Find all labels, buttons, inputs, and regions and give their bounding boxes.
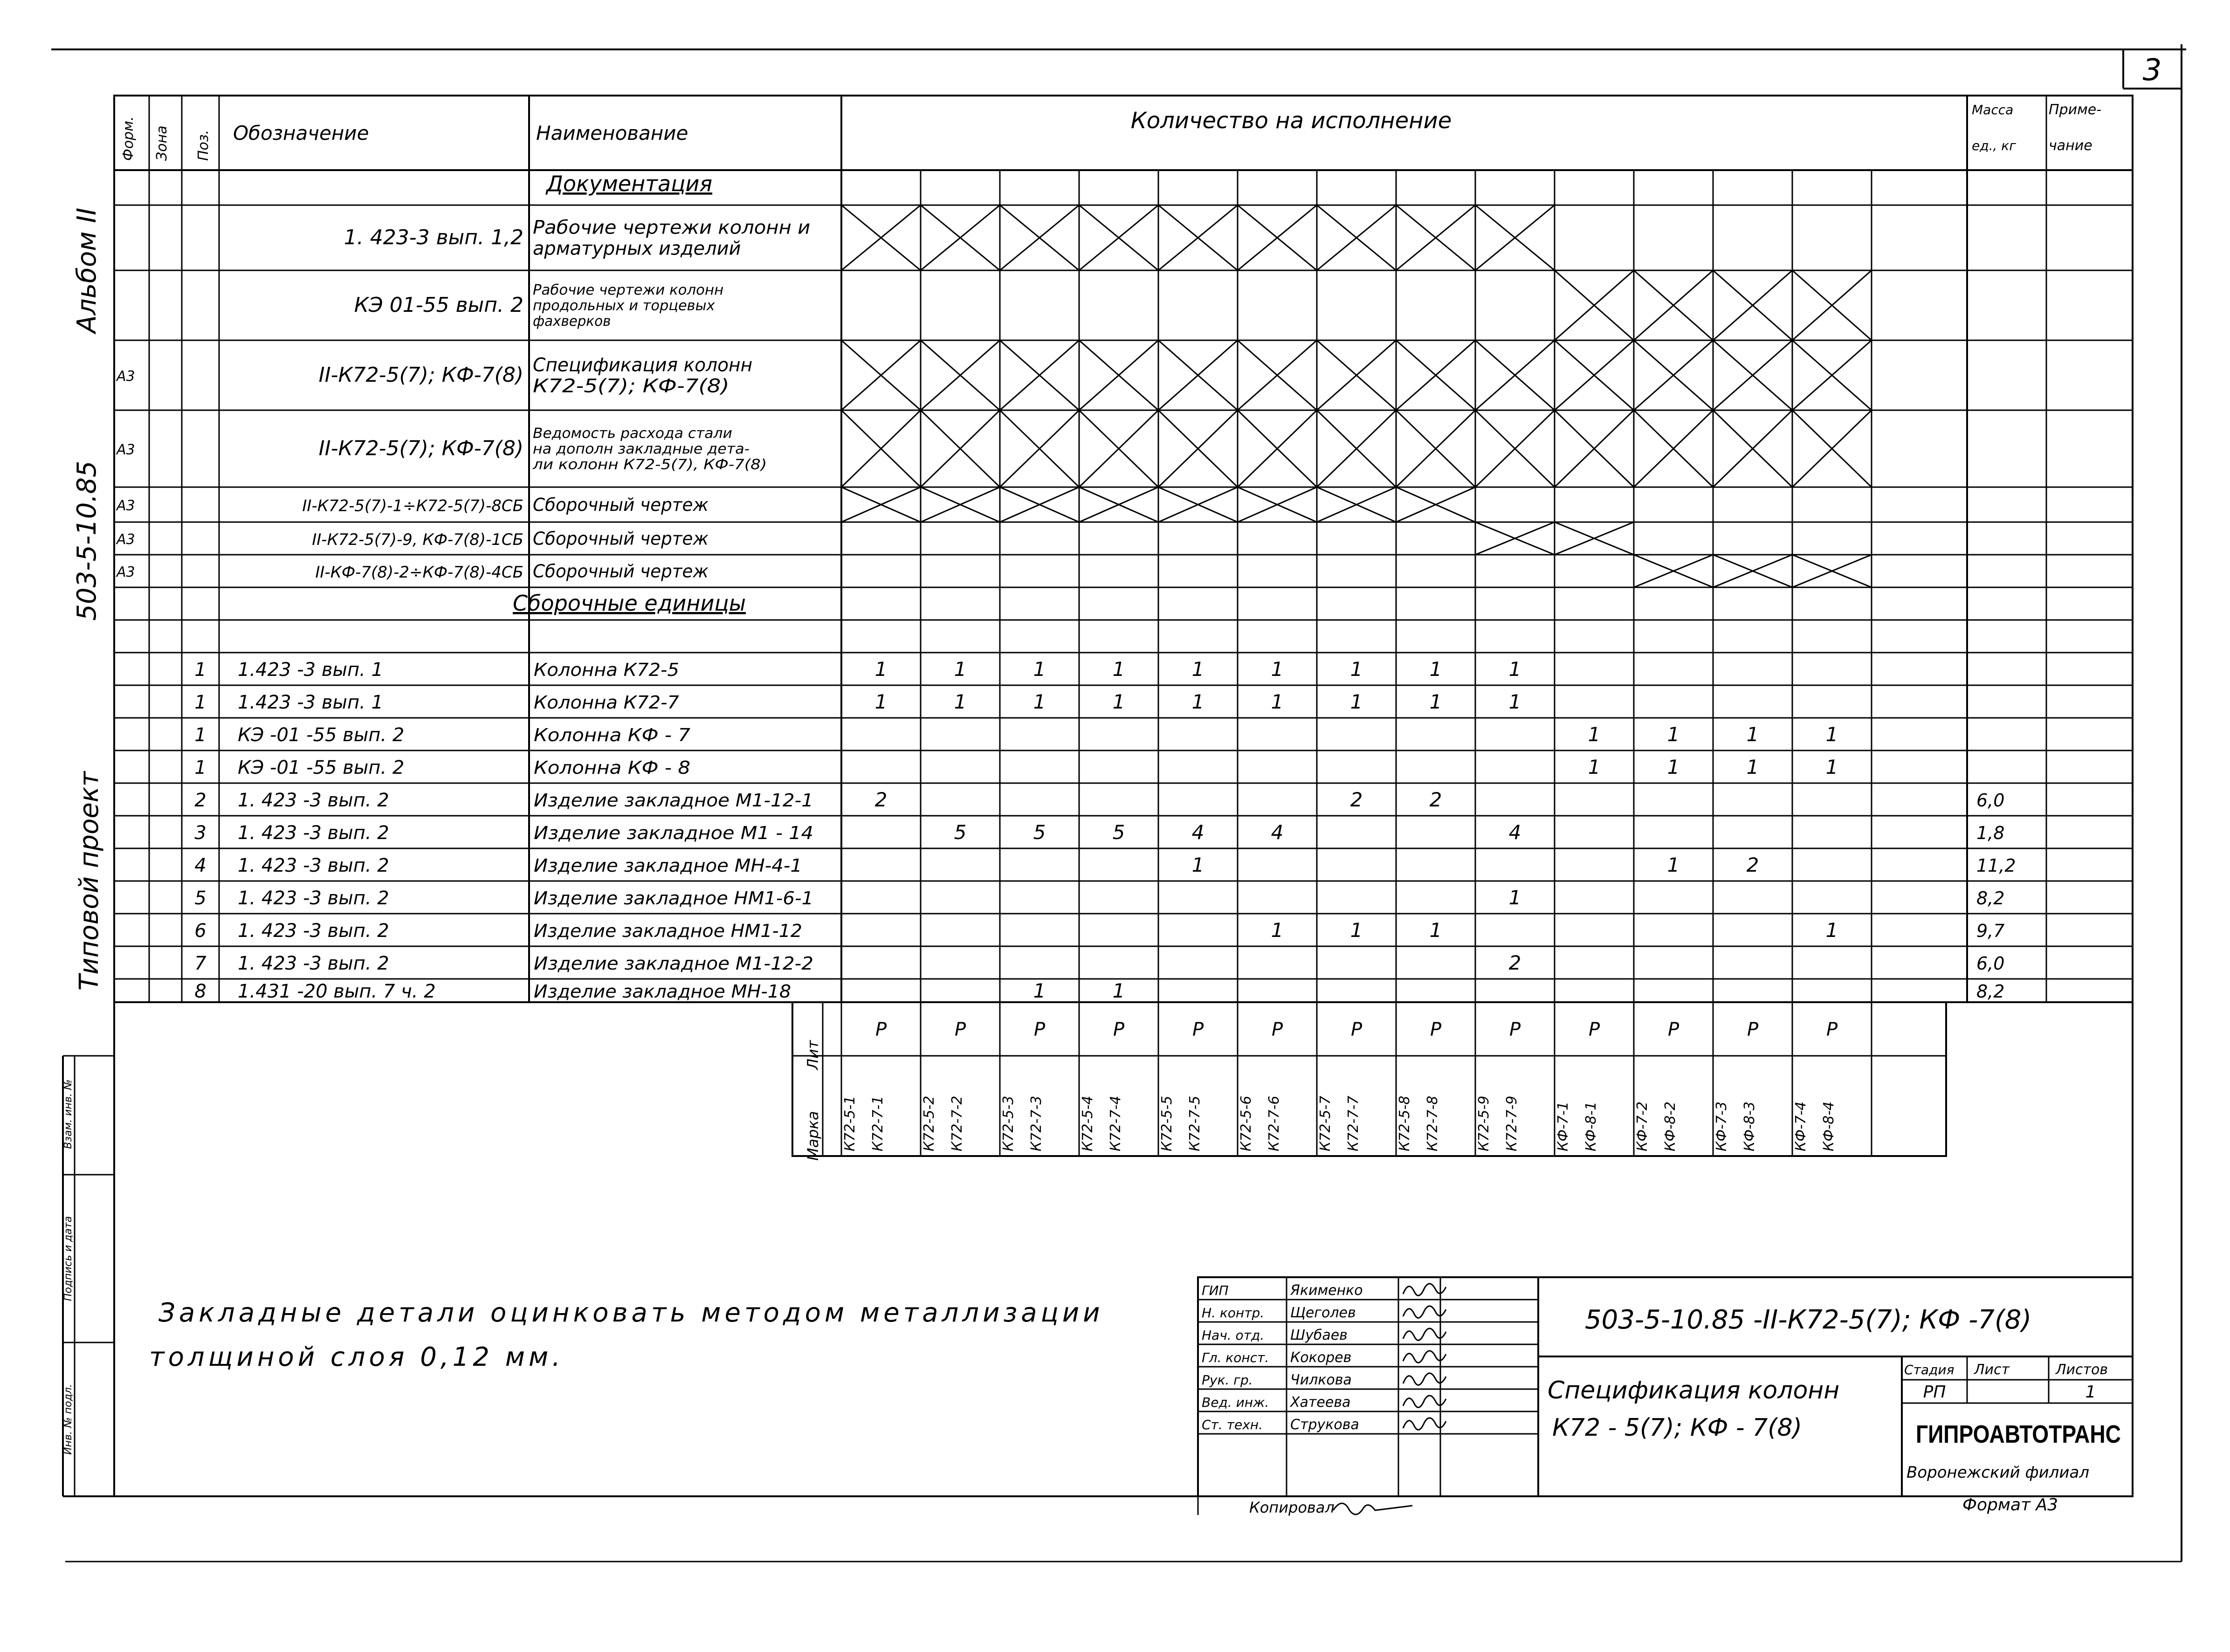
document-rows: [116, 217, 810, 582]
mark-label: К72-7-6: [1266, 1095, 1282, 1151]
stage-label: Стадия: [1904, 1362, 1955, 1377]
row-designation: II-К72-5(7)-1÷К72-5(7)-8СБ: [302, 496, 523, 516]
cross-mark: [1317, 410, 1396, 487]
mark-label: К72-7-4: [1108, 1095, 1124, 1151]
lit-value: Р: [1033, 1019, 1046, 1040]
header-name: Наименование: [536, 122, 688, 145]
document-row: [116, 561, 709, 582]
cross-mark: [1475, 205, 1555, 270]
quantity-cell: 1: [1191, 854, 1204, 876]
row-name: Колонна К72-5: [534, 660, 679, 680]
doc-title-2: К72 - 5(7); КФ - 7(8): [1552, 1414, 1802, 1442]
cross-mark: [1475, 522, 1555, 555]
row-pos: 6: [194, 920, 206, 942]
row-name: Колонна К72-7: [534, 692, 679, 713]
row-mass: 1,8: [1976, 823, 2005, 843]
marka-label: Марка: [804, 1111, 822, 1161]
mark-label: К72-7-2: [949, 1095, 965, 1151]
row-form: А3: [117, 531, 135, 548]
quantity-cell: 1: [874, 658, 888, 681]
cross-mark: [1000, 340, 1079, 410]
sheets-label: Листов: [2056, 1362, 2108, 1378]
sheet-label: Лист: [1974, 1362, 2010, 1378]
row-name: Изделие закладное НМ1-6-1: [534, 888, 813, 909]
sheets-value: 1: [2085, 1383, 2096, 1402]
row-name: фахверков: [533, 313, 611, 330]
cross-mark: [1555, 340, 1634, 410]
cross-mark: [1079, 487, 1158, 522]
tb-signature: [1403, 1396, 1446, 1407]
cross-mark: [1396, 410, 1475, 487]
tb-name: Хатеева: [1290, 1394, 1351, 1411]
unit-row: [194, 723, 1838, 746]
row-name: Рабочие чертежи колонн и: [533, 217, 811, 239]
header-quantity: Количество на исполнение: [1130, 108, 1452, 134]
mark-label: К72-7-5: [1187, 1095, 1203, 1151]
row-name: Изделие закладное МН-4-1: [534, 855, 802, 876]
cross-mark: [1792, 410, 1872, 487]
unit-row: [194, 756, 1838, 778]
quantity-cell: 1: [1508, 690, 1521, 713]
note-line-1: Закладные детали оцинковать методом металлизации: [158, 1298, 1104, 1328]
quantity-cell: 4: [1191, 821, 1204, 844]
quantity-cell: 1: [1588, 756, 1601, 778]
row-name: Сборочный чертеж: [533, 561, 709, 582]
cross-mark: [1792, 270, 1872, 340]
header-note-2: чание: [2049, 138, 2092, 154]
header-designation: Обозначение: [233, 122, 369, 145]
tb-signature: [1403, 1328, 1446, 1340]
quantity-cell: 1: [1825, 756, 1838, 778]
mark-label: К72-7-9: [1504, 1095, 1520, 1151]
cross-mark: [921, 487, 1000, 522]
document-row: [354, 282, 723, 330]
cross-mark: [1634, 340, 1713, 410]
side-labels: [62, 208, 114, 1496]
lit-value: Р: [1113, 1019, 1125, 1040]
cross-mark: [841, 410, 921, 487]
quantity-cell: 1: [954, 690, 967, 713]
header-mass-unit: ед., кг: [1972, 138, 2016, 153]
row-designation: КЭ -01 -55 вып. 2: [238, 724, 405, 746]
quantity-cell: 1: [1667, 723, 1680, 746]
copied-label: Копировал: [1249, 1499, 1335, 1516]
quantity-cell: 1: [1429, 919, 1442, 942]
row-designation: КЭ 01-55 вып. 2: [354, 293, 523, 317]
cross-mark: [1555, 410, 1634, 487]
row-name: ли колонн К72-5(7), КФ-7(8): [532, 456, 767, 473]
cross-mark: [1634, 410, 1713, 487]
mark-label: КФ-7-2: [1634, 1101, 1651, 1151]
document-row: [116, 495, 709, 516]
quantity-cell: 1: [1429, 658, 1442, 681]
row-designation: 1.431 -20 вып. 7 ч. 2: [238, 981, 436, 1002]
quantity-cell: 1: [954, 658, 967, 681]
tb-role: Вед. инж.: [1202, 1395, 1269, 1410]
tb-signature: [1403, 1373, 1446, 1385]
cross-mark: [1475, 340, 1555, 410]
unit-rows: [194, 658, 2016, 1002]
row-designation: II-К72-5(7); КФ-7(8): [318, 436, 523, 461]
stamp-inv-label: Инв. № подл.: [62, 1384, 74, 1455]
project-code-label: 503-5-10.85: [72, 461, 102, 621]
cross-mark: [1079, 410, 1158, 487]
lit-value: Р: [1192, 1019, 1204, 1040]
lit-value: Р: [954, 1019, 966, 1040]
mark-label: КФ-7-1: [1555, 1101, 1571, 1151]
lit-value: Р: [1826, 1019, 1838, 1040]
quantity-cell: 1: [1825, 919, 1838, 942]
cross-mark: [1158, 340, 1238, 410]
cross-mark: [841, 205, 921, 270]
row-designation: II-К72-5(7)-9, КФ-7(8)-1СБ: [312, 530, 523, 549]
copied-signature: [1333, 1503, 1412, 1514]
tb-role: Рук. гр.: [1202, 1372, 1253, 1388]
mark-label: К72-7-7: [1345, 1095, 1362, 1151]
doc-title-1: Спецификация колонн: [1548, 1377, 1840, 1404]
cross-mark: [1634, 270, 1713, 340]
lit-value: Р: [1271, 1019, 1283, 1040]
table-header: [120, 102, 2101, 161]
quantity-cell: 1: [1033, 979, 1046, 1002]
branch-name: Воронежский филиал: [1907, 1463, 2090, 1482]
quantity-cell: 1: [1112, 690, 1125, 713]
quantity-cell: 2: [1429, 788, 1442, 811]
row-name: Колонна КФ - 8: [534, 757, 690, 778]
stamp-sign-label: Подпись и дата: [62, 1216, 74, 1301]
quantity-cell: 1: [1112, 979, 1125, 1002]
mark-label: КФ-8-3: [1741, 1101, 1758, 1151]
quantity-cell: 1: [1271, 658, 1284, 681]
tb-signature: [1403, 1418, 1446, 1430]
cross-mark: [841, 340, 921, 410]
row-pos: 1: [194, 692, 206, 713]
tb-role: Нач. отд.: [1202, 1328, 1265, 1343]
header-note: Приме-: [2049, 102, 2102, 118]
tb-name: Шубаев: [1290, 1327, 1348, 1343]
tb-name: Чилкова: [1290, 1372, 1352, 1388]
row-form: А3: [117, 368, 135, 385]
row-name: Спецификация колонн: [533, 354, 753, 376]
quantity-cell: 1: [1350, 690, 1363, 713]
unit-row: [194, 821, 2004, 844]
row-form: А3: [117, 497, 135, 514]
mark-label: К72-7-1: [870, 1095, 886, 1151]
row-designation: II-К72-5(7); КФ-7(8): [318, 363, 523, 387]
mark-label: К72-5-1: [842, 1095, 858, 1151]
row-pos: 2: [194, 790, 206, 811]
format-label: Формат А3: [1962, 1495, 2058, 1514]
row-name: продольных и торцевых: [533, 297, 715, 314]
quantity-cell: 1: [1667, 756, 1680, 778]
row-designation: 1. 423-3 вып. 1,2: [344, 226, 523, 249]
row-mass: 6,0: [1976, 953, 2005, 974]
header-form: Форм.: [120, 116, 137, 161]
quantity-cell: 1: [1429, 690, 1442, 713]
cross-mark: [1792, 555, 1872, 587]
row-name: Изделие закладное М1 - 14: [534, 823, 813, 843]
cross-mark: [1713, 555, 1792, 587]
row-form: А3: [117, 564, 135, 580]
row-designation: 1. 423 -3 вып. 2: [238, 822, 389, 844]
unit-row: [194, 690, 1521, 713]
row-name: арматурных изделий: [533, 238, 741, 260]
quantity-cell: 1: [1588, 723, 1601, 746]
mark-label: К72-5-5: [1159, 1095, 1175, 1151]
mark-label: К72-5-9: [1476, 1095, 1492, 1151]
tb-signature: [1403, 1306, 1446, 1318]
row-name: Изделие закладное М1-12-2: [534, 953, 813, 974]
row-pos: 7: [194, 953, 206, 974]
mark-label: К72-5-7: [1317, 1095, 1334, 1151]
cross-mark: [1713, 340, 1792, 410]
cross-mark: [1317, 340, 1396, 410]
cross-mark: [1000, 410, 1079, 487]
lit-label: Лит: [804, 1040, 822, 1070]
quantity-cell: 1: [1033, 690, 1046, 713]
quantity-cell: 1: [1746, 756, 1759, 778]
stage-value: РП: [1923, 1383, 1946, 1402]
tb-name: Кокорев: [1290, 1349, 1352, 1366]
header-zone: Зона: [154, 125, 170, 161]
quantity-cell: 5: [1033, 821, 1046, 844]
row-designation: 1. 423 -3 вып. 2: [238, 953, 389, 974]
mark-label: КФ-8-1: [1583, 1101, 1599, 1151]
row-form: А3: [117, 441, 135, 458]
mark-label: К72-5-8: [1397, 1095, 1413, 1151]
lit-value: Р: [1509, 1019, 1521, 1040]
cross-mark: [1317, 487, 1396, 522]
header-pos: Поз.: [195, 130, 212, 161]
unit-row: [194, 919, 2004, 942]
lit-value: Р: [875, 1019, 887, 1040]
unit-row: [194, 854, 2016, 876]
quantity-cell: 1: [1508, 886, 1521, 909]
organization-name: ГИПРОАВТОТРАНС: [1916, 1420, 2121, 1448]
quantity-cell: 1: [1350, 919, 1363, 942]
row-pos: 5: [194, 888, 206, 909]
row-name: Изделие закладное НМ1-12: [534, 921, 802, 941]
cross-mark: [1396, 487, 1475, 522]
row-designation: КЭ -01 -55 вып. 2: [238, 757, 405, 778]
row-name: Изделие закладное МН-18: [534, 981, 791, 1002]
row-pos: 1: [194, 724, 206, 746]
tb-name: Струкова: [1290, 1417, 1359, 1433]
unit-row: [194, 951, 2004, 974]
row-designation: 1. 423 -3 вып. 2: [238, 790, 389, 811]
lit-value: Р: [1667, 1019, 1679, 1040]
cross-mark: [1238, 410, 1317, 487]
project-type-label: Типовой проект: [74, 771, 104, 991]
quantity-cell: 2: [1508, 951, 1521, 974]
note-line-2: толщиной слоя 0,12 мм.: [149, 1342, 564, 1372]
quantity-cell: 5: [1112, 821, 1125, 844]
cross-mark: [1238, 340, 1317, 410]
row-designation: 1. 423 -3 вып. 2: [238, 920, 389, 942]
quantity-cell: 1: [1746, 723, 1759, 746]
quantity-cell: 1: [874, 690, 888, 713]
cross-mark: [1396, 340, 1475, 410]
quantity-cell: 1: [1033, 658, 1046, 681]
cross-mark: [1158, 410, 1238, 487]
row-mass: 11,2: [1976, 855, 2016, 876]
row-pos: 4: [194, 855, 206, 876]
row-mass: 6,0: [1976, 790, 2005, 811]
tb-name: Щеголев: [1290, 1305, 1356, 1321]
lit-value: Р: [1430, 1019, 1442, 1040]
mark-label: КФ-7-4: [1793, 1101, 1809, 1151]
cross-mark: [1158, 205, 1238, 270]
row-designation: 1. 423 -3 вып. 2: [238, 855, 389, 876]
tb-role: ГИП: [1202, 1283, 1229, 1298]
tb-role: Гл. конст.: [1202, 1350, 1269, 1365]
album-label: Альбом II: [72, 207, 102, 333]
section-assemblies: Сборочные единицы: [512, 591, 746, 616]
document-row: [116, 528, 709, 549]
unit-row: [194, 658, 1521, 681]
document-row: [116, 425, 767, 473]
mark-label: К72-7-8: [1425, 1095, 1441, 1151]
row-mass: 9,7: [1976, 921, 2005, 941]
row-mass: 8,2: [1976, 981, 2005, 1002]
cross-mark: [1555, 522, 1634, 555]
cross-mark: [921, 340, 1000, 410]
document-row: [116, 355, 752, 397]
cross-mark: [1000, 205, 1079, 270]
cross-mark: [1555, 270, 1634, 340]
cross-mark: [1396, 205, 1475, 270]
mark-label: КФ-7-3: [1714, 1101, 1730, 1151]
cross-mark: [1792, 340, 1872, 410]
mark-label: КФ-8-2: [1662, 1101, 1679, 1151]
tb-role: Ст. техн.: [1202, 1417, 1263, 1432]
mark-label: КФ-8-4: [1821, 1101, 1837, 1151]
cross-mark: [841, 487, 921, 522]
row-designation: 1.423 -3 вып. 1: [238, 659, 384, 681]
cross-mark: [1713, 270, 1792, 340]
cross-mark: [1079, 340, 1158, 410]
cross-mark: [921, 410, 1000, 487]
row-designation: 1. 423 -3 вып. 2: [238, 888, 389, 909]
unit-row: [194, 788, 2004, 811]
tb-signature: [1403, 1351, 1446, 1363]
quantity-cell: 1: [1667, 854, 1680, 876]
unit-row: [194, 979, 2004, 1002]
lit-value: Р: [1350, 1019, 1363, 1040]
quantity-cell: 1: [1112, 658, 1125, 681]
cross-mark: [1713, 410, 1792, 487]
row-name: К72-5(7); КФ-7(8): [533, 375, 730, 397]
cross-mark: [921, 205, 1000, 270]
quantity-cell: 2: [1350, 788, 1363, 811]
cross-mark: [1000, 487, 1079, 522]
row-pos: 3: [194, 822, 206, 844]
mark-label: К72-5-3: [1000, 1095, 1017, 1151]
quantity-cell: 1: [1508, 658, 1521, 681]
quantity-cell: 1: [1191, 690, 1204, 713]
lit-value: Р: [1747, 1019, 1759, 1040]
quantity-cell: 1: [1825, 723, 1838, 746]
tb-name: Якименко: [1290, 1282, 1363, 1299]
mark-label: К72-7-3: [1028, 1095, 1045, 1151]
title-block: [1198, 1277, 2133, 1516]
tb-role: Н. контр.: [1202, 1305, 1265, 1321]
tb-signature: [1403, 1284, 1446, 1295]
cross-mark: [1238, 205, 1317, 270]
quantity-cell: 4: [1508, 821, 1521, 844]
row-name: на дополн закладные дета-: [533, 441, 750, 457]
document-row: [344, 217, 810, 260]
row-designation: 1.423 -3 вып. 1: [238, 692, 384, 713]
quantity-cell: 1: [1191, 658, 1204, 681]
cross-mark: [1238, 487, 1317, 522]
row-name: Сборочный чертеж: [533, 528, 709, 549]
quantity-cell: 1: [1271, 919, 1284, 942]
row-pos: 1: [194, 757, 206, 778]
row-mass: 8,2: [1976, 888, 2005, 909]
lit-value: Р: [1588, 1019, 1600, 1040]
unit-row: [194, 886, 2004, 909]
quantity-cell: 2: [874, 788, 888, 811]
row-name: Рабочие чертежи колонн: [533, 282, 724, 298]
row-designation: II-КФ-7(8)-2÷КФ-7(8)-4СБ: [315, 563, 523, 582]
cross-mark: [1475, 410, 1555, 487]
cross-mark: [1634, 555, 1713, 587]
quantity-cell: 4: [1271, 821, 1284, 844]
quantity-cell: 5: [954, 821, 967, 844]
cross-mark: [1158, 487, 1238, 522]
mark-label: К72-5-2: [921, 1095, 937, 1151]
mark-label: К72-5-4: [1080, 1095, 1096, 1151]
cross-marks: [841, 205, 1872, 587]
quantity-cell: 1: [1350, 658, 1363, 681]
row-name: Сборочный чертеж: [533, 494, 709, 515]
row-name: Колонна КФ - 7: [534, 725, 690, 745]
cross-mark: [1079, 205, 1158, 270]
row-name: Ведомость расхода стали: [533, 425, 732, 442]
mark-label: К72-5-6: [1238, 1095, 1254, 1151]
row-pos: 8: [194, 981, 206, 1002]
doc-code: 503-5-10.85 -II-К72-5(7); КФ -7(8): [1585, 1305, 2032, 1335]
mark-table: [792, 1002, 1946, 1161]
quantity-cell: 1: [1271, 690, 1284, 713]
section-documents: Документация: [546, 171, 713, 196]
sheet-number: 3: [2142, 53, 2162, 88]
header-mass: Масса: [1972, 102, 2014, 117]
quantity-cell: 2: [1746, 854, 1759, 876]
row-name: Изделие закладное М1-12-1: [534, 790, 813, 811]
stamp-replace-label: Взам. инв. №: [62, 1079, 74, 1149]
cross-mark: [1317, 205, 1396, 270]
row-pos: 1: [194, 659, 206, 681]
